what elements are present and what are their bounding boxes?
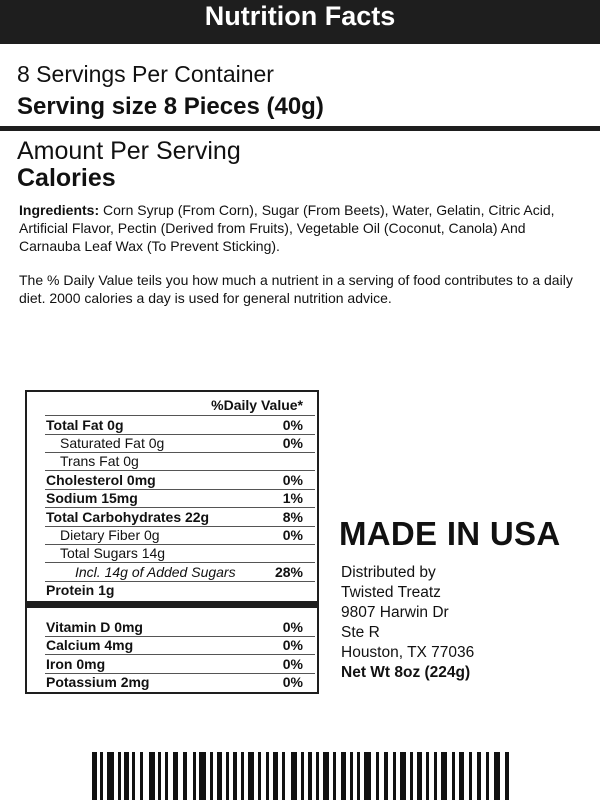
nutrient-percent: 0% bbox=[282, 527, 303, 543]
nutrient-name: Total Fat 0g bbox=[46, 417, 124, 433]
barcode-bars bbox=[92, 752, 509, 800]
header-bar bbox=[0, 0, 600, 44]
net-weight: Net Wt 8oz (224g) bbox=[341, 664, 471, 681]
distributor-block bbox=[341, 563, 474, 683]
serving-size: Serving size 8 Pieces (40g) bbox=[17, 93, 324, 120]
nutrient-row-added-sugars bbox=[27, 563, 317, 581]
nutrient-row-total-carbohydrates bbox=[27, 508, 317, 526]
nutrient-row-cholesterol bbox=[27, 471, 317, 489]
nutrient-row-protein bbox=[27, 581, 317, 599]
nutrient-name: Trans Fat 0g bbox=[60, 453, 139, 469]
nutrient-name: Total Carbohydrates 22g bbox=[46, 509, 210, 525]
nutrient-name: Iron 0mg bbox=[46, 656, 106, 672]
nutrient-name: Total Sugars 14g bbox=[60, 545, 166, 561]
made-in-usa-label: MADE IN USA bbox=[339, 515, 561, 552]
distributor-name: Twisted Treatz bbox=[341, 584, 441, 601]
nutrient-name: Calcium 4mg bbox=[46, 637, 134, 653]
nutrient-row-trans-fat bbox=[27, 452, 317, 470]
daily-value-note: The % Daily Value teils you how much a nutrient in a serving of food contributes to a daily diet. 2000 calories a day is used for general nutrition advice. bbox=[19, 272, 573, 306]
nutrient-percent: 1% bbox=[282, 490, 303, 506]
ingredients-paragraph bbox=[19, 201, 579, 255]
nutrient-row-total-fat bbox=[27, 416, 317, 434]
nutrient-row-dietary-fiber bbox=[27, 526, 317, 544]
nutrient-name: Cholesterol 0mg bbox=[46, 472, 156, 488]
nutrient-percent: 8% bbox=[282, 509, 303, 525]
nutrient-percent: 0% bbox=[282, 417, 303, 433]
ingredients-text: Corn Syrup (From Corn), Sugar (From Beets), Water, Gelatin, Citric Acid, Artificial Flavor, Pectin (Derived from Fruits), Vegetable Oil (Coconut, Canola) And Carnauba Leaf Wax (To Prevent Sticking). bbox=[19, 202, 555, 254]
nutrient-row-calcium bbox=[27, 636, 317, 654]
nutrient-percent: 28% bbox=[274, 564, 303, 580]
amount-per-serving: Amount Per Serving bbox=[17, 137, 241, 165]
page-title: Nutrition Facts bbox=[204, 1, 396, 31]
nutrient-percent: 0% bbox=[282, 472, 303, 488]
daily-value-header: %Daily Value* bbox=[211, 397, 303, 413]
nutrient-percent: 0% bbox=[282, 674, 303, 690]
nutrient-row-potassium bbox=[27, 673, 317, 691]
nutrient-name: Dietary Fiber 0g bbox=[60, 527, 160, 543]
nutrient-row-iron bbox=[27, 655, 317, 673]
nutrient-row-total-sugars bbox=[27, 544, 317, 562]
distributor-city: Houston, TX 77036 bbox=[341, 644, 475, 661]
calories-label: Calories bbox=[17, 164, 116, 192]
nutrient-row-vitamin-d bbox=[27, 618, 317, 636]
nutrient-name: Potassium 2mg bbox=[46, 674, 150, 690]
distributor-street: 9807 Harwin Dr bbox=[341, 604, 449, 621]
nutrient-percent: 0% bbox=[282, 656, 303, 672]
nutrient-name: Vitamin D 0mg bbox=[46, 619, 143, 635]
distributor-suite: Ste R bbox=[341, 624, 380, 641]
divider-thick bbox=[0, 126, 600, 131]
nutrient-percent: 0% bbox=[282, 637, 303, 653]
nutrient-row-sodium bbox=[27, 489, 317, 507]
nutrient-name: Protein 1g bbox=[46, 582, 115, 598]
nutrient-name: Saturated Fat 0g bbox=[60, 435, 165, 451]
ingredients-label: Ingredients: bbox=[19, 202, 100, 218]
nutrient-row-saturated-fat bbox=[27, 434, 317, 452]
barcode-icon bbox=[86, 752, 516, 800]
distributed-by-label: Distributed by bbox=[341, 564, 436, 581]
nutrient-percent: 0% bbox=[282, 619, 303, 635]
nutrition-facts-table bbox=[25, 390, 319, 694]
divider-thick-band bbox=[27, 601, 317, 608]
nutrient-name: Sodium 15mg bbox=[46, 490, 138, 506]
servings-per-container: 8 Servings Per Container bbox=[17, 61, 274, 87]
nutrient-name: Incl. 14g of Added Sugars bbox=[75, 564, 236, 580]
nutrient-percent: 0% bbox=[282, 435, 303, 451]
